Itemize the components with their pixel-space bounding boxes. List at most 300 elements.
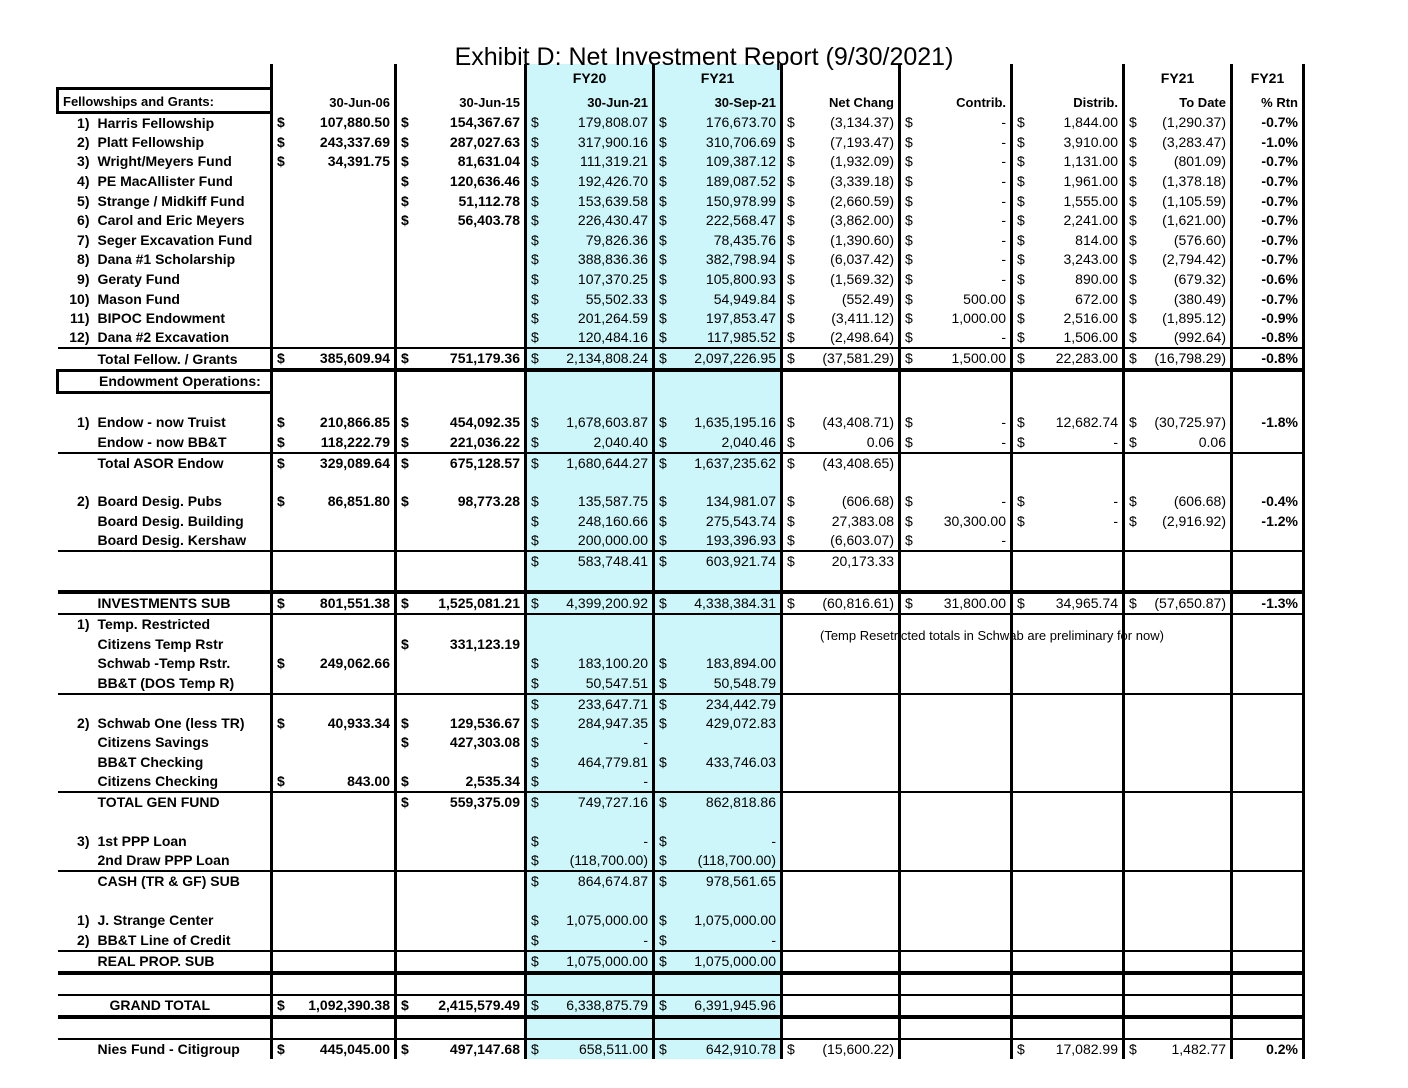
currency-symbol: $ [659, 454, 667, 471]
distrib [1012, 492, 1124, 512]
distrib-value: 672.00 [1075, 290, 1118, 307]
currency-symbol: $ [787, 350, 795, 367]
spacer-row [58, 973, 1304, 995]
value-30-jun-06-value: 40,933.34 [327, 714, 390, 731]
row-label: Mason Fund [97, 290, 180, 307]
fy21-to-date [1124, 911, 1232, 931]
currency-symbol: $ [905, 414, 913, 431]
currency-symbol: $ [1017, 310, 1025, 327]
fellowship-row [58, 230, 1304, 250]
row-number: 1) [77, 114, 90, 131]
value-30-jun-15-value: 221,036.22 [449, 433, 520, 450]
currency-symbol: $ [659, 251, 667, 268]
currency-symbol: $ [401, 454, 409, 471]
contrib [900, 812, 1012, 832]
currency-symbol: $ [659, 873, 667, 890]
row-number: 4) [77, 172, 90, 189]
currency-symbol: $ [659, 310, 667, 327]
value-30-sep-21 [654, 309, 782, 329]
currency-symbol: $ [1129, 433, 1137, 450]
value-30-jun-21 [526, 152, 654, 172]
currency-symbol: $ [659, 852, 667, 869]
value-30-jun-15-value: 497,147.68 [449, 1040, 520, 1057]
spacer-row-label [58, 1017, 272, 1039]
value-30-jun-21 [526, 654, 654, 674]
value-30-jun-21-value: 2,040.40 [593, 433, 648, 450]
value-30-sep-21-value: 176,673.70 [705, 113, 776, 130]
value-30-sep-21 [654, 694, 782, 714]
board-total-row [58, 551, 1304, 571]
net-change [782, 694, 900, 714]
distrib-value: 814.00 [1075, 231, 1118, 248]
header-column: 30-Jun-06 [272, 88, 396, 112]
distrib [1012, 531, 1124, 551]
row-label: BIPOC Endowment [97, 310, 226, 327]
currency-symbol: $ [531, 153, 539, 170]
contrib-value: - [1001, 192, 1006, 209]
distrib-value: 3,910.00 [1063, 133, 1118, 150]
contrib-value: - [1001, 270, 1006, 287]
fy21-to-date [1124, 714, 1232, 734]
endowment-operations-header [58, 370, 1304, 392]
general-fund-row-label [58, 753, 272, 773]
currency-symbol: $ [787, 414, 795, 431]
value-30-sep-21-value: 150,978.99 [705, 192, 776, 209]
value-30-jun-06 [272, 473, 396, 493]
distrib [1012, 473, 1124, 493]
header-fy: FY21 [1232, 64, 1304, 88]
fy21-pct-return: -0.7% [1232, 250, 1304, 270]
row-number: 11) [70, 310, 90, 327]
value-30-sep-21 [654, 592, 782, 614]
row-label: Board Desig. Pubs [97, 493, 222, 510]
distrib [1012, 812, 1124, 832]
currency-symbol: $ [787, 290, 795, 307]
contrib [900, 328, 1012, 348]
value-30-jun-15 [396, 230, 526, 250]
currency-symbol: $ [787, 1040, 795, 1057]
distrib [1012, 328, 1124, 348]
value-30-jun-21-value: 284,947.35 [577, 714, 648, 731]
contrib [900, 592, 1012, 614]
ppp-loan-row [58, 832, 1304, 852]
fy21-pct-return [1232, 571, 1304, 592]
value-30-jun-15-value: 454,092.35 [449, 414, 520, 431]
value-30-sep-21-value: 189,087.52 [705, 172, 776, 189]
fy21-to-date [1124, 674, 1232, 694]
currency-symbol: $ [659, 493, 667, 510]
net-change [782, 812, 900, 832]
value-30-jun-21 [526, 772, 654, 792]
currency-symbol: $ [531, 532, 539, 549]
fy21-to-date [1124, 571, 1232, 592]
cash-sub-row [58, 871, 1304, 891]
row-label: Total Fellow. / Grants [97, 350, 238, 367]
fy21-pct-return [1232, 614, 1304, 634]
row-label: Harris Fellowship [97, 114, 215, 131]
fy21-to-date [1124, 328, 1232, 348]
value-30-jun-21-value: - [643, 833, 648, 850]
contrib-value: 1,500.00 [951, 350, 1006, 367]
currency-symbol: $ [401, 794, 409, 811]
value-30-jun-06 [272, 370, 396, 392]
currency-symbol: $ [787, 493, 795, 510]
value-30-jun-06 [272, 911, 396, 931]
value-30-jun-15-value: 154,367.67 [449, 113, 520, 130]
fellowship-row [58, 133, 1304, 153]
value-30-sep-21-value: 1,637,235.62 [694, 454, 776, 471]
row-number: 1) [77, 912, 90, 929]
net-change-value: (37,581.29) [822, 350, 894, 367]
value-30-jun-21 [526, 851, 654, 871]
row-number: 7) [77, 231, 90, 248]
distrib-value: 890.00 [1075, 270, 1118, 287]
fy21-pct-return: -0.7% [1232, 289, 1304, 309]
distrib [1012, 654, 1124, 674]
currency-symbol: $ [1017, 212, 1025, 229]
value-30-sep-21 [654, 230, 782, 250]
currency-symbol: $ [531, 172, 539, 189]
contrib [900, 348, 1012, 370]
distrib-value: 17,082.99 [1055, 1040, 1118, 1057]
fy21-to-date [1124, 492, 1232, 512]
endowment-row [58, 413, 1304, 433]
board-designated-row [58, 512, 1304, 532]
value-30-jun-15 [396, 911, 526, 931]
value-30-jun-06 [272, 772, 396, 792]
currency-symbol: $ [531, 310, 539, 327]
contrib [900, 714, 1012, 734]
currency-symbol: $ [1129, 153, 1137, 170]
value-30-jun-06 [272, 551, 396, 571]
value-30-sep-21 [654, 250, 782, 270]
distrib [1012, 733, 1124, 753]
currency-symbol: $ [787, 231, 795, 248]
fy21-to-date-value: (801.09) [1173, 153, 1226, 170]
spacer-row [58, 891, 1304, 911]
currency-symbol: $ [659, 290, 667, 307]
distrib [1012, 951, 1124, 973]
value-30-jun-15 [396, 871, 526, 891]
currency-symbol: $ [659, 212, 667, 229]
row-label: Schwab One (less TR) [97, 714, 245, 731]
temp-restricted-total-row-label [58, 694, 272, 714]
currency-symbol: $ [401, 212, 409, 229]
row-label: J. Strange Center [97, 912, 214, 929]
value-30-jun-21 [526, 328, 654, 348]
contrib [900, 492, 1012, 512]
value-30-jun-06-value: 118,222.79 [320, 433, 390, 450]
fy21-to-date [1124, 250, 1232, 270]
value-30-jun-21 [526, 551, 654, 571]
value-30-jun-06-value: 329,089.64 [319, 454, 390, 471]
currency-symbol: $ [401, 433, 409, 450]
currency-symbol: $ [659, 153, 667, 170]
row-label: Board Desig. Building [97, 513, 244, 530]
contrib-value: - [1001, 212, 1006, 229]
value-30-sep-21-value: 193,396.93 [705, 532, 776, 549]
row-label: Endowment Operations: [99, 372, 261, 389]
value-30-jun-21 [526, 911, 654, 931]
value-30-jun-21-value: 233,647.71 [577, 695, 648, 712]
currency-symbol: $ [905, 153, 913, 170]
general-fund-row-label [58, 772, 272, 792]
net-change-value: (3,411.12) [831, 310, 894, 327]
spacer-row-label [58, 891, 272, 911]
currency-symbol: $ [659, 172, 667, 189]
value-30-sep-21-value: 429,072.83 [705, 714, 776, 731]
currency-symbol: $ [659, 113, 667, 130]
fy21-pct-return [1232, 714, 1304, 734]
value-30-jun-15 [396, 614, 526, 634]
contrib-value: 31,800.00 [943, 595, 1006, 612]
distrib [1012, 270, 1124, 290]
row-label: Total ASOR Endow [97, 454, 224, 471]
net-change [782, 270, 900, 290]
value-30-jun-06-value: 107,880.50 [319, 113, 390, 130]
currency-symbol: $ [659, 270, 667, 287]
value-30-sep-21-value: - [771, 931, 776, 948]
contrib [900, 230, 1012, 250]
value-30-jun-15 [396, 753, 526, 773]
fy21-pct-return [1232, 931, 1304, 951]
distrib [1012, 1039, 1124, 1059]
currency-symbol: $ [1129, 513, 1137, 530]
page-title: Exhibit D: Net Investment Report (9/30/2021) [454, 43, 954, 71]
currency-symbol: $ [787, 553, 795, 570]
value-30-jun-21-value: 658,511.00 [578, 1040, 648, 1057]
fy21-pct-return [1232, 812, 1304, 832]
net-change [782, 289, 900, 309]
fy21-to-date-value: (1,621.00) [1162, 212, 1226, 229]
fy21-to-date [1124, 654, 1232, 674]
ppp-loan-row-label [58, 851, 272, 871]
value-30-sep-21 [654, 571, 782, 592]
fellowship-row [58, 172, 1304, 192]
fellowship-row [58, 191, 1304, 211]
distrib-value: 3,243.00 [1063, 251, 1118, 268]
value-30-jun-21 [526, 871, 654, 891]
currency-symbol: $ [787, 433, 795, 450]
distrib [1012, 152, 1124, 172]
currency-symbol: $ [905, 192, 913, 209]
currency-symbol: $ [531, 329, 539, 346]
value-30-jun-21 [526, 211, 654, 231]
fy21-pct-return [1232, 551, 1304, 571]
currency-symbol: $ [277, 493, 285, 510]
contrib [900, 654, 1012, 674]
contrib [900, 392, 1012, 413]
value-30-jun-21 [526, 614, 654, 634]
value-30-jun-21 [526, 289, 654, 309]
fellowship-row-label [58, 152, 272, 172]
currency-symbol: $ [531, 133, 539, 150]
value-30-jun-15 [396, 973, 526, 995]
fy21-to-date-value: (1,290.37) [1162, 113, 1226, 130]
fy21-pct-return [1232, 694, 1304, 714]
contrib [900, 753, 1012, 773]
currency-symbol: $ [787, 172, 795, 189]
value-30-sep-21-value: 6,391,945.96 [694, 996, 776, 1013]
value-30-jun-21 [526, 250, 654, 270]
value-30-jun-06-value: 801,551.38 [319, 595, 390, 612]
currency-symbol: $ [531, 952, 539, 969]
currency-symbol: $ [659, 433, 667, 450]
value-30-jun-15-value: 51,112.78 [458, 192, 520, 209]
value-30-sep-21 [654, 191, 782, 211]
net-change-value: (60,816.61) [822, 595, 894, 612]
distrib [1012, 832, 1124, 852]
currency-symbol: $ [401, 350, 409, 367]
fy21-pct-return [1232, 871, 1304, 891]
contrib-value: - [1001, 251, 1006, 268]
row-label: Carol and Eric Meyers [97, 212, 245, 229]
board-designated-row [58, 492, 1304, 512]
value-30-jun-06 [272, 571, 396, 592]
value-30-jun-21-value: 1,075,000.00 [566, 912, 648, 929]
value-30-jun-15-value: 559,375.09 [449, 794, 520, 811]
value-30-jun-06 [272, 694, 396, 714]
currency-symbol: $ [1129, 1040, 1137, 1057]
currency-symbol: $ [1017, 270, 1025, 287]
value-30-jun-15 [396, 714, 526, 734]
value-30-sep-21-value: 2,040.46 [721, 433, 776, 450]
currency-symbol: $ [905, 133, 913, 150]
value-30-sep-21-value: 862,818.86 [705, 794, 776, 811]
currency-symbol: $ [905, 212, 913, 229]
net-change [782, 931, 900, 951]
net-change [782, 211, 900, 231]
currency-symbol: $ [531, 270, 539, 287]
value-30-jun-15 [396, 172, 526, 192]
row-label: Temp. Restricted [97, 616, 211, 633]
net-change-value: (43,408.71) [822, 414, 894, 431]
currency-symbol: $ [787, 454, 795, 471]
value-30-jun-21 [526, 473, 654, 493]
currency-symbol: $ [277, 153, 285, 170]
currency-symbol: $ [277, 350, 285, 367]
header-fy: FY21 [1124, 64, 1232, 88]
value-30-sep-21-value: 78,435.76 [713, 231, 776, 248]
value-30-sep-21 [654, 152, 782, 172]
fy21-to-date [1124, 270, 1232, 290]
currency-symbol: $ [531, 833, 539, 850]
value-30-sep-21 [654, 211, 782, 231]
value-30-jun-15 [396, 772, 526, 792]
spacer-row-label [58, 392, 272, 413]
fellowship-row-label [58, 230, 272, 250]
net-change [782, 152, 900, 172]
value-30-jun-21-value: (118,700.00) [569, 852, 648, 869]
fellowship-row-label [58, 309, 272, 329]
value-30-jun-15 [396, 433, 526, 453]
net-change [782, 512, 900, 532]
contrib [900, 211, 1012, 231]
value-30-sep-21-value: 222,568.47 [705, 212, 776, 229]
fy21-pct-return: -0.6% [1232, 270, 1304, 290]
currency-symbol: $ [1017, 513, 1025, 530]
distrib [1012, 453, 1124, 473]
currency-symbol: $ [905, 532, 913, 549]
value-30-jun-15 [396, 694, 526, 714]
net-change [782, 348, 900, 370]
fy21-pct-return: 0.2% [1232, 1039, 1304, 1059]
value-30-jun-06 [272, 413, 396, 433]
row-label: 2nd Draw PPP Loan [97, 852, 230, 869]
fy21-pct-return: -0.9% [1232, 309, 1304, 329]
net-change-value: (3,339.18) [830, 172, 894, 189]
contrib-value: - [1001, 414, 1006, 431]
currency-symbol: $ [277, 773, 285, 790]
value-30-jun-21-value: 1,678,603.87 [566, 414, 648, 431]
currency-symbol: $ [1129, 133, 1137, 150]
currency-symbol: $ [401, 595, 409, 612]
net-change [782, 328, 900, 348]
value-30-sep-21 [654, 473, 782, 493]
row-label: PE MacAllister Fund [97, 172, 233, 189]
value-30-sep-21 [654, 634, 782, 654]
fellowship-row [58, 250, 1304, 270]
currency-symbol: $ [1129, 310, 1137, 327]
contrib [900, 250, 1012, 270]
currency-symbol: $ [1017, 493, 1025, 510]
value-30-jun-15 [396, 473, 526, 493]
distrib [1012, 250, 1124, 270]
currency-symbol: $ [277, 414, 285, 431]
currency-symbol: $ [277, 1040, 285, 1057]
contrib [900, 270, 1012, 290]
value-30-sep-21-value: 603,921.74 [705, 553, 776, 570]
value-30-jun-15 [396, 634, 526, 654]
currency-symbol: $ [659, 833, 667, 850]
fy21-pct-return [1232, 951, 1304, 973]
endowment-total-row-label [58, 453, 272, 473]
contrib-value: - [1001, 329, 1006, 346]
currency-symbol: $ [401, 493, 409, 510]
distrib [1012, 571, 1124, 592]
contrib [900, 433, 1012, 453]
row-label: Citizens Checking [97, 773, 219, 790]
value-30-sep-21 [654, 792, 782, 812]
distrib [1012, 871, 1124, 891]
contrib [900, 152, 1012, 172]
row-label: Board Desig. Kershaw [97, 532, 247, 549]
currency-symbol: $ [905, 433, 913, 450]
value-30-sep-21 [654, 772, 782, 792]
value-30-jun-15-value: 2,535.34 [465, 773, 520, 790]
net-change [782, 551, 900, 571]
contrib [900, 792, 1012, 812]
contrib [900, 1017, 1012, 1039]
fy21-pct-return [1232, 832, 1304, 852]
value-30-sep-21 [654, 812, 782, 832]
value-30-jun-21 [526, 1039, 654, 1059]
distrib [1012, 792, 1124, 812]
value-30-jun-06 [272, 289, 396, 309]
value-30-jun-06-value: 86,851.80 [327, 493, 390, 510]
value-30-jun-15 [396, 270, 526, 290]
header-column: 30-Sep-21 [654, 88, 782, 112]
value-30-jun-21 [526, 270, 654, 290]
row-label: Geraty Fund [97, 270, 180, 287]
value-30-jun-15 [396, 571, 526, 592]
value-30-jun-06 [272, 211, 396, 231]
contrib-value: - [1001, 231, 1006, 248]
net-change [782, 891, 900, 911]
contrib [900, 309, 1012, 329]
value-30-jun-06 [272, 453, 396, 473]
fy21-to-date [1124, 348, 1232, 370]
